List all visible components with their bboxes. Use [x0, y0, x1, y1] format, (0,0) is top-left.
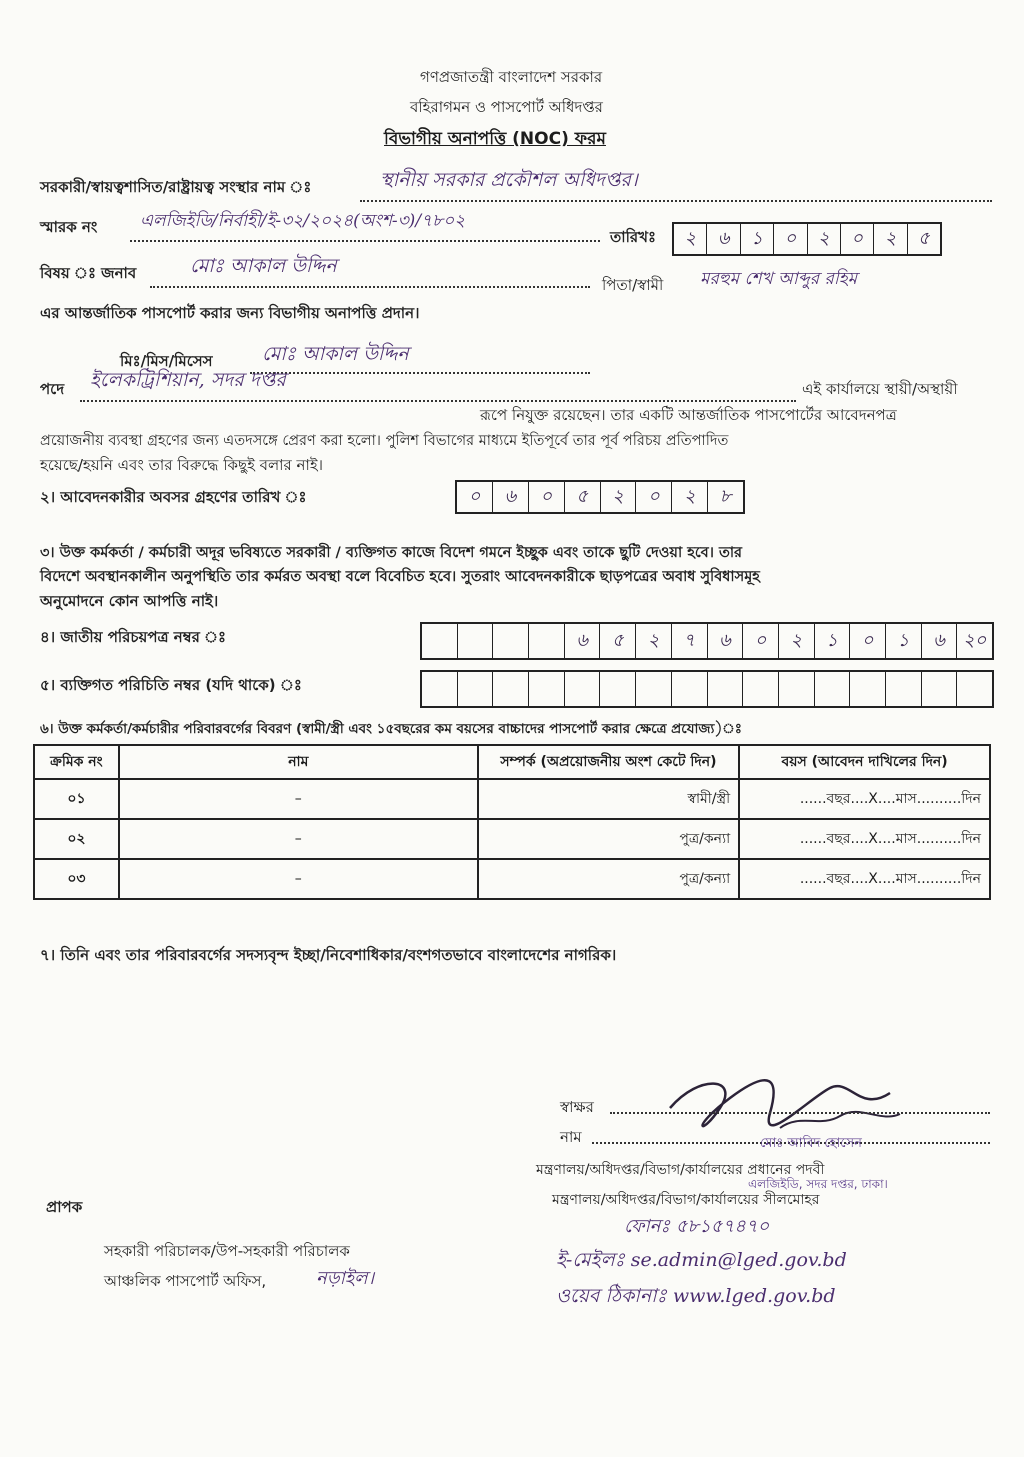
- pid-digit: [600, 672, 636, 706]
- nid-digit: ৬: [565, 624, 601, 658]
- row-serial: ০২: [34, 819, 119, 859]
- post-value: ইলেকট্রিশিয়ান, সদর দপ্তর: [90, 369, 286, 391]
- retirement-digit: ০: [457, 482, 493, 512]
- nid-digit: ৭: [672, 624, 708, 658]
- pid-digit: [529, 672, 565, 706]
- subject-line2: এর আন্তর্জাতিক পাসপোর্ট করার জন্য বিভাগীয় অনাপত্তি প্রদান।: [40, 304, 420, 322]
- nid-box: [420, 622, 994, 660]
- row-serial: ০৩: [34, 859, 119, 899]
- row-relation: পুত্র/কন্যা: [478, 859, 739, 899]
- item3-line1: ৩। উক্ত কর্মকর্তা / কর্মচারী অদূর ভবিষ্যতে সরকারী / ব্যক্তিগত কাজে বিদেশ গমনে ইচ্ছুক এবং তাকে ছুটি দেওয়া হবে। তার: [40, 545, 743, 561]
- pid-digit: [815, 672, 851, 706]
- phone-text: ফোনঃ ৫৮১৫৭৪৭০: [624, 1216, 770, 1237]
- recipient-line2: আঞ্চলিক পাসপোর্ট অফিস,: [104, 1272, 267, 1290]
- pid-box: [420, 670, 994, 708]
- item3-line2: বিদেশে অবস্থানকালীন অনুপস্থিতি তার কর্মরত অবস্থা বলে বিবেচিত হবে। সুতরাং আবেদনকারীকে ছাড়পত্রের অবাধ সুবিধাসমূহ: [40, 569, 760, 585]
- family-table: [33, 744, 991, 900]
- date-digit: ১: [741, 224, 774, 254]
- post-label: পদে: [40, 380, 65, 398]
- date-digit: ৫: [917, 227, 930, 249]
- table-row: [34, 819, 990, 859]
- pid-digit: [708, 672, 744, 706]
- post-line: [80, 400, 796, 402]
- row-name: –: [119, 819, 478, 859]
- retirement-digit: ০: [529, 482, 565, 512]
- retirement-digit: ০: [636, 482, 672, 512]
- body-line3: প্রয়োজনীয় ব্যবস্থা গ্রহণের জন্য এতদসঙ্গে প্রেরণ করা হলো। পুলিশ বিভাগের মাধ্যমে ইতিপূর্বে তার পূর্ব পরিচয় প্রতিপাদিত: [40, 433, 729, 449]
- nid-digit: ৫: [600, 624, 636, 658]
- sign-label: স্বাক্ষর: [560, 1098, 594, 1116]
- nid-digit: ৬: [708, 624, 744, 658]
- nid-label: ৪। জাতীয় পরিচয়পত্র নম্বর ঃ: [40, 628, 227, 646]
- pid-digit: [743, 672, 779, 706]
- nid-digit: [422, 624, 458, 658]
- nid-digit: ২০: [962, 629, 987, 651]
- pid-digit: [886, 672, 922, 706]
- pid-digit: [779, 672, 815, 706]
- citizenship-statement: ৭। তিনি এবং তার পরিবারবর্গের সদস্যবৃন্দ ইচ্ছা/নিবেশাধিকার/বংশগতভাবে বাংলাদেশের নাগরিক।: [40, 946, 617, 964]
- date-digit: ০: [841, 224, 874, 254]
- form-title: বিভাগীয় অনাপত্তি (NOC) ফরম: [384, 129, 606, 149]
- date-digit: ২: [874, 224, 907, 254]
- designation-line: মন্ত্রণালয়/অধিদপ্তর/বিভাগ/কার্যালয়ের প্রধানের পদবী: [536, 1162, 825, 1178]
- memo-value: এলজিইডি/নির্বাহী/ই-৩২/২০২৪(অংশ-৩)/৭৮০২: [140, 211, 466, 231]
- sign-line: [610, 1112, 990, 1114]
- row-age: ......বছর....X....মাস..........দিন: [739, 819, 990, 859]
- item3-line3: অনুমোদনে কোন আপত্তি নাই।: [40, 592, 219, 610]
- retirement-box: [455, 480, 745, 514]
- nid-digit: ২: [636, 624, 672, 658]
- office-label: সরকারী/স্বায়ত্বশাসিত/রাষ্ট্রায়ত্ব সংস্থার নাম ঃ: [40, 178, 312, 196]
- gov-title: গণপ্রজাতন্ত্রী বাংলাদেশ সরকার: [420, 68, 603, 86]
- retirement-digit: ২: [672, 482, 708, 512]
- recipient-location: নড়াইল।: [316, 1268, 375, 1289]
- row-relation: পুত্র/কন্যা: [478, 819, 739, 859]
- stamp-sub: এলজিইডি, সদর দপ্তর, ঢাকা।: [748, 1177, 888, 1191]
- name-label: নাম: [560, 1128, 582, 1146]
- nid-digit: ২: [779, 624, 815, 658]
- parent-label: পিতা/স্বামী: [602, 276, 664, 294]
- pid-digit: [565, 672, 601, 706]
- parent-value: মরহুম শেখ আব্দুর রহিম: [700, 269, 858, 289]
- pid-digit: [458, 672, 494, 706]
- row-age: ......বছর....X....মাস..........দিন: [739, 859, 990, 899]
- table-header: সম্পর্ক (অপ্রয়োজনীয় অংশ কেটে দিন): [478, 745, 739, 779]
- nid-digit: ০: [743, 624, 779, 658]
- subject-label: বিষয় ঃ জনাব: [40, 264, 137, 282]
- retirement-digit: ৫: [565, 482, 601, 512]
- pid-digit: [922, 672, 958, 706]
- pid-label: ৫। ব্যক্তিগত পরিচিতি নম্বর (যদি থাকে) ঃ: [40, 676, 302, 694]
- family-label: ৬। উক্ত কর্মকর্তা/কর্মচারীর পরিবারবর্গের বিবরণ (স্বামী/স্ত্রী এবং ১৫বছরের কম বয়সের বাচ্চাদের পাসপোর্ট করার ক্ষেত্রে প্রযোজ্য)ঃ: [40, 721, 742, 737]
- retirement-digit: ২: [601, 482, 637, 512]
- date-label: তারিখঃ: [610, 228, 656, 246]
- memo-line: [130, 240, 600, 242]
- subject-name: মোঃ আকাল উদ্দিন: [190, 255, 337, 277]
- website-text: ওয়েব ঠিকানাঃ www.lged.gov.bd: [556, 1285, 836, 1307]
- nid-digit: [493, 624, 529, 658]
- salutation-line: [250, 372, 590, 374]
- nid-digit: ১: [886, 624, 922, 658]
- nid-digit: ০: [850, 624, 886, 658]
- pid-digit: [636, 672, 672, 706]
- date-digit: ৬: [707, 224, 740, 254]
- table-row: [34, 779, 990, 819]
- table-header-row: [34, 745, 990, 779]
- row-age: ......বছর....X....মাস..........দিন: [739, 779, 990, 819]
- seal-line: মন্ত্রণালয়/অধিদপ্তর/বিভাগ/কার্যালয়ের সীলমোহর: [552, 1192, 820, 1208]
- pid-digit: [957, 672, 992, 706]
- date-digit: ২: [808, 224, 841, 254]
- retirement-digit: ৮: [719, 485, 732, 507]
- memo-label: স্মারক নং: [40, 218, 98, 236]
- email-text: ই-মেইলঃ se.admin@lged.gov.bd: [556, 1249, 847, 1271]
- office-line: [360, 200, 992, 202]
- table-row: [34, 859, 990, 899]
- pid-digit: [850, 672, 886, 706]
- nid-digit: [458, 624, 494, 658]
- body-line4: হয়েছে/হয়নি এবং তার বিরুদ্ধে কিছুই বলার নাই।: [40, 456, 324, 474]
- row-serial: ০১: [34, 779, 119, 819]
- office-value: স্থানীয় সরকার প্রকৌশল অধিদপ্তর।: [380, 169, 638, 191]
- row-relation: স্বামী/স্ত্রী: [478, 779, 739, 819]
- office-status: এই কার্যালয়ে স্থায়ী/অস্থায়ী: [802, 380, 958, 398]
- row-name: –: [119, 779, 478, 819]
- retirement-digit: ৬: [493, 482, 529, 512]
- date-box: [672, 222, 942, 256]
- department-title: বহিরাগমন ও পাসপোর্ট অধিদপ্তর: [410, 98, 603, 116]
- pid-digit: [422, 672, 458, 706]
- nid-digit: ৬: [922, 624, 958, 658]
- row-name: –: [119, 859, 478, 899]
- pid-digit: [493, 672, 529, 706]
- pid-digit: [672, 672, 708, 706]
- signature-scribble: [660, 1068, 910, 1138]
- nid-digit: ১: [815, 624, 851, 658]
- salutation: মিঃ/মিস/মিসেস: [120, 352, 213, 370]
- date-digit: ২: [674, 224, 707, 254]
- table-header: নাম: [119, 745, 478, 779]
- subject-line: [150, 286, 590, 288]
- nid-digit: [529, 624, 565, 658]
- table-header: বয়স (আবেদন দাখিলের দিন): [739, 745, 990, 779]
- stamp-name: মোঃ আবিদ হোসেন: [760, 1136, 862, 1151]
- date-digit: ০: [774, 224, 807, 254]
- retirement-label: ২। আবেদনকারীর অবসর গ্রহণের তারিখ ঃ: [40, 488, 307, 506]
- table-header: ক্রমিক নং: [34, 745, 119, 779]
- post-suffix: রূপে নিযুক্ত রয়েছেন। তার একটি আন্তর্জাতিক পাসপোর্টের আবেদনপত্র: [480, 406, 897, 424]
- recipient-line1: সহকারী পরিচালক/উপ-সহকারী পরিচালক: [104, 1242, 350, 1260]
- recipient-label: প্রাপক: [46, 1198, 83, 1216]
- person-name: মোঃ আকাল উদ্দিন: [262, 343, 409, 365]
